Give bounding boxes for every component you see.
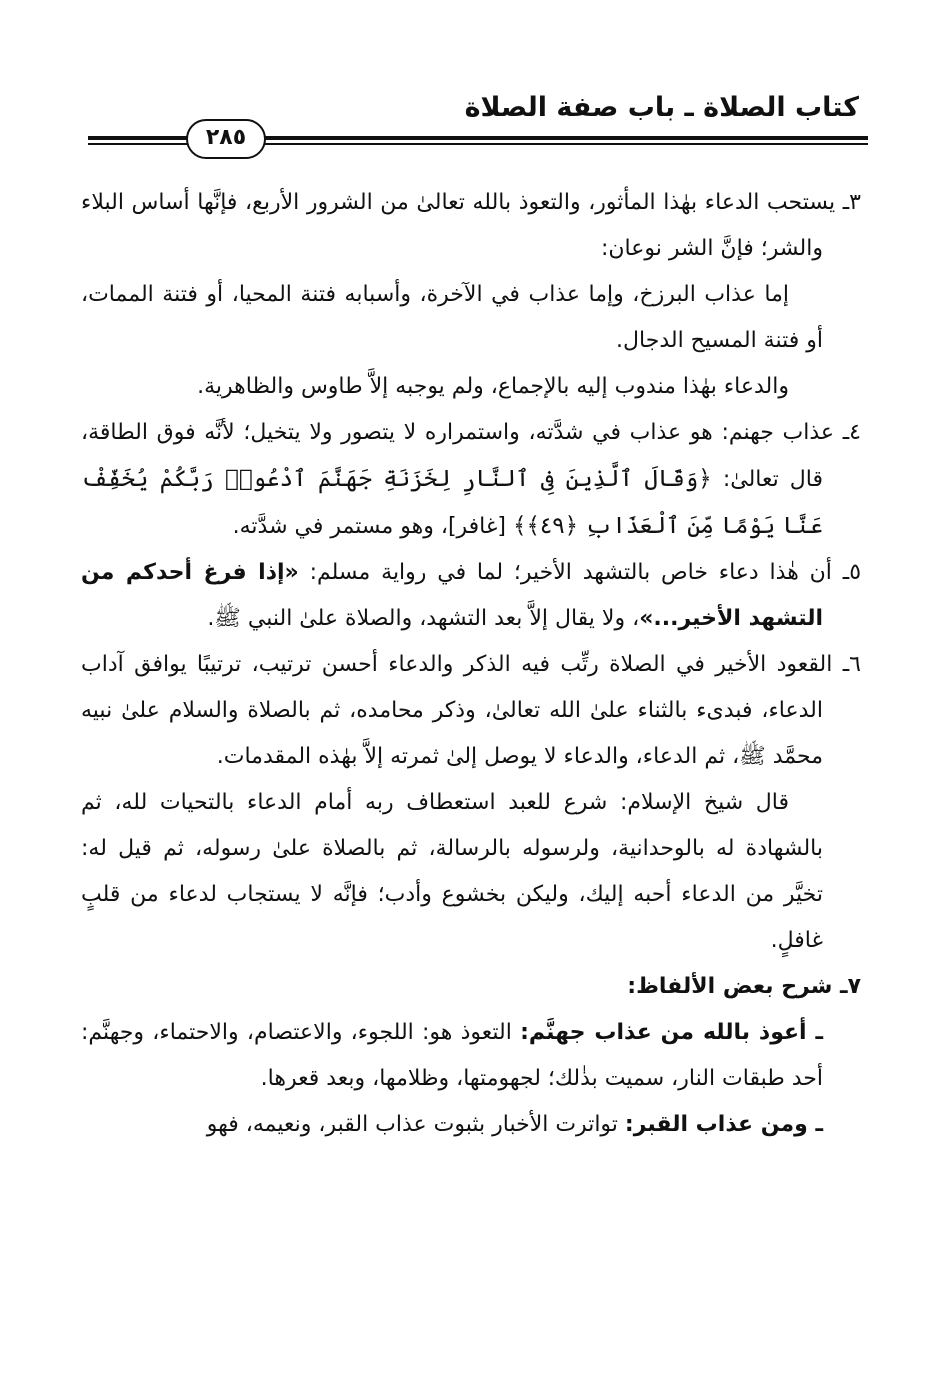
definition-1: التعوذ هو: اللجوء، والاعتصام، والاحتماء، وجهنَّم: أحد طبقات النار، سميت بذٰلك؛ لجهومتها، وظلامها، وبعد قعرها. — [81, 1020, 823, 1091]
term-2: ـ ومن عذاب القبر: — [624, 1112, 823, 1137]
paragraph-4-citation: [غافر]، وهو مستمر في شدَّته. — [232, 514, 513, 539]
paragraph-4-text: ٤ـ عذاب جهنم: هو عذاب في شدَّته، واستمراره لا يتصور ولا يتخيل؛ لأنَّه فوق الطاقة، قال تعالىٰ: — [81, 420, 861, 492]
page-number: ٢٨٥ — [186, 119, 266, 159]
paragraph-4 — [81, 410, 861, 550]
page-body — [81, 180, 861, 1148]
paragraph-3-detail: إما عذاب البرزخ، وإما عذاب في الآخرة، وأسبابه فتنة المحيا، أو فتنة الممات، أو فتنة المسيح الدجال. — [81, 282, 823, 353]
section-7-heading: ٧ـ شرح بعض الألفاظ: — [627, 974, 861, 999]
word-explanation-1 — [81, 1010, 861, 1102]
paragraph-3: ٣ـ يستحب الدعاء بهٰذا المأثور، والتعوذ بالله تعالىٰ من الشرور الأربع، فإنَّها أساس البلاء والشر؛ فإنَّ الشر نوعان: — [81, 190, 861, 261]
paragraph-6: ٦ـ القعود الأخير في الصلاة رتِّب فيه الذكر والدعاء أحسن ترتيب، ترتيبًا يوافق آداب الدعاء، فبدىء بالثناء علىٰ الله تعالىٰ، وذكر محامده، ثم بالصلاة والسلام علىٰ نبيه محمَّد ﷺ، ثم الدعاء، والدعاء لا يوصل إلىٰ ثمرته إلاَّ بهٰذه المقدمات. — [81, 652, 861, 769]
paragraph-3-ruling: والدعاء بهٰذا مندوب إليه بالإجماع، ولم يوجبه إلاَّ طاوس والظاهرية. — [197, 374, 789, 399]
paragraph-5-text: ٥ـ أن هٰذا دعاء خاص بالتشهد الأخير؛ لما في رواية مسلم: — [298, 560, 862, 585]
quran-verse: ﴿وَقَالَ ٱلَّذِينَ فِى ٱلنَّارِ لِخَزَنَةِ جَهَنَّمَ ٱدْعُوا۟ رَبَّكُمْ يُخَفِّفْ عَنَّا يَوْمًا مِّنَ ٱلْعَذَابِ ﴿٤٩﴾﴾ — [81, 466, 823, 539]
paragraph-5 — [81, 550, 861, 642]
word-explanation-2 — [81, 1102, 861, 1148]
definition-2: تواترت الأخبار بثبوت عذاب القبر، ونعيمه، فهو — [206, 1112, 625, 1137]
running-header-title: كتاب الصلاة ـ باب صفة الصلاة — [464, 92, 859, 123]
term-1: ـ أعوذ بالله من عذاب جهنَّم: — [520, 1020, 823, 1045]
paragraph-6-quote: قال شيخ الإسلام: شرع للعبد استعطاف ربه أمام الدعاء بالتحيات لله، ثم بالشهادة له بالوحدانية، ولرسوله بالرسالة، ثم بالصلاة علىٰ رسوله، ثم قيل له: تخيَّر من الدعاء أحبه إليك، وليكن بخشوع وأدب؛ فإنَّه لا يستجاب لدعاء من قلبٍ غافلٍ. — [81, 790, 823, 953]
paragraph-5-end: ، ولا يقال إلاَّ بعد التشهد، والصلاة علىٰ النبي ﷺ. — [207, 606, 640, 631]
hadith-quote: «إذا فرغ أحدكم من التشهد الأخير...» — [81, 560, 823, 631]
